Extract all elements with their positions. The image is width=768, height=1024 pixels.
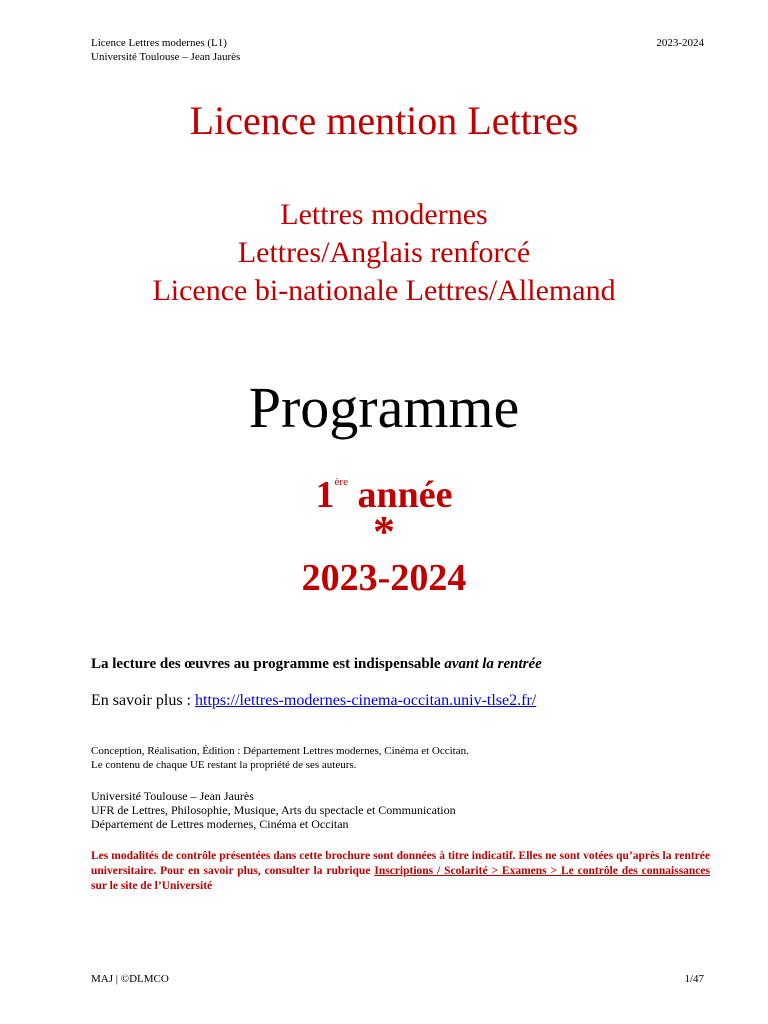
notice-link[interactable]: Inscriptions / Scolarité > Examens > Le contrôle des connaissances — [374, 865, 711, 877]
page-number: 1/47 — [684, 973, 704, 985]
institution-line: UFR de Lettres, Philosophie, Musique, Arts du spectacle et Communication — [91, 803, 456, 817]
more-info-link[interactable]: https://lettres-modernes-cinema-occitan.univ-tlse2.fr/ — [195, 692, 537, 709]
running-header-left — [91, 36, 240, 64]
header-university: Université Toulouse – Jean Jaurès — [91, 51, 241, 63]
year-suffix: ère — [334, 476, 348, 488]
reading-note-emphasis: avant la rentrée — [444, 656, 542, 672]
notice-text: Les modalités de contrôle présentées dans cette brochure sont données à titre indicatif. Elles ne sont votées qu’après la rentrée universitaire. Pour en savoir plus, consulter la rubrique — [91, 850, 710, 877]
subtitle-list — [0, 196, 768, 310]
institution-line: Département de Lettres modernes, Cinéma et Occitan — [91, 817, 349, 831]
footer-left: MAJ | ©DLMCO — [91, 973, 169, 985]
year-word: année — [347, 474, 453, 516]
institution-line: Université Toulouse – Jean Jaurès — [91, 789, 254, 803]
credits-line: Conception, Réalisation, Édition : Département Lettres modernes, Cinéma et Occitan. — [91, 745, 469, 757]
header-year: 2023-2024 — [656, 37, 704, 49]
subtitle-lettres-anglais: Lettres/Anglais renforcé — [237, 236, 531, 269]
year-number: 1 — [315, 474, 335, 516]
reading-note-text: La lecture des œuvres au programme est indispensable — [91, 656, 445, 672]
more-info — [91, 690, 710, 712]
credits — [91, 744, 710, 772]
asterisk-separator: * — [373, 507, 395, 556]
header-course: Licence Lettres modernes (L1) — [91, 37, 227, 49]
reading-note — [91, 654, 710, 674]
page-title: Licence mention Lettres — [189, 98, 579, 143]
institution — [91, 789, 710, 831]
credits-line: Le contenu de chaque UE restant la propriété de ses auteurs. — [91, 759, 357, 771]
subtitle-lettres-allemand: Licence bi-nationale Lettres/Allemand — [152, 274, 616, 307]
notice-tail: sur le site de l’Université — [91, 880, 213, 892]
academic-year: 2023-2024 — [301, 557, 467, 599]
programme-heading: Programme — [248, 375, 520, 440]
subtitle-lettres-modernes: Lettres modernes — [280, 198, 488, 231]
assessment-notice — [91, 849, 710, 894]
more-info-label: En savoir plus : — [91, 692, 195, 709]
